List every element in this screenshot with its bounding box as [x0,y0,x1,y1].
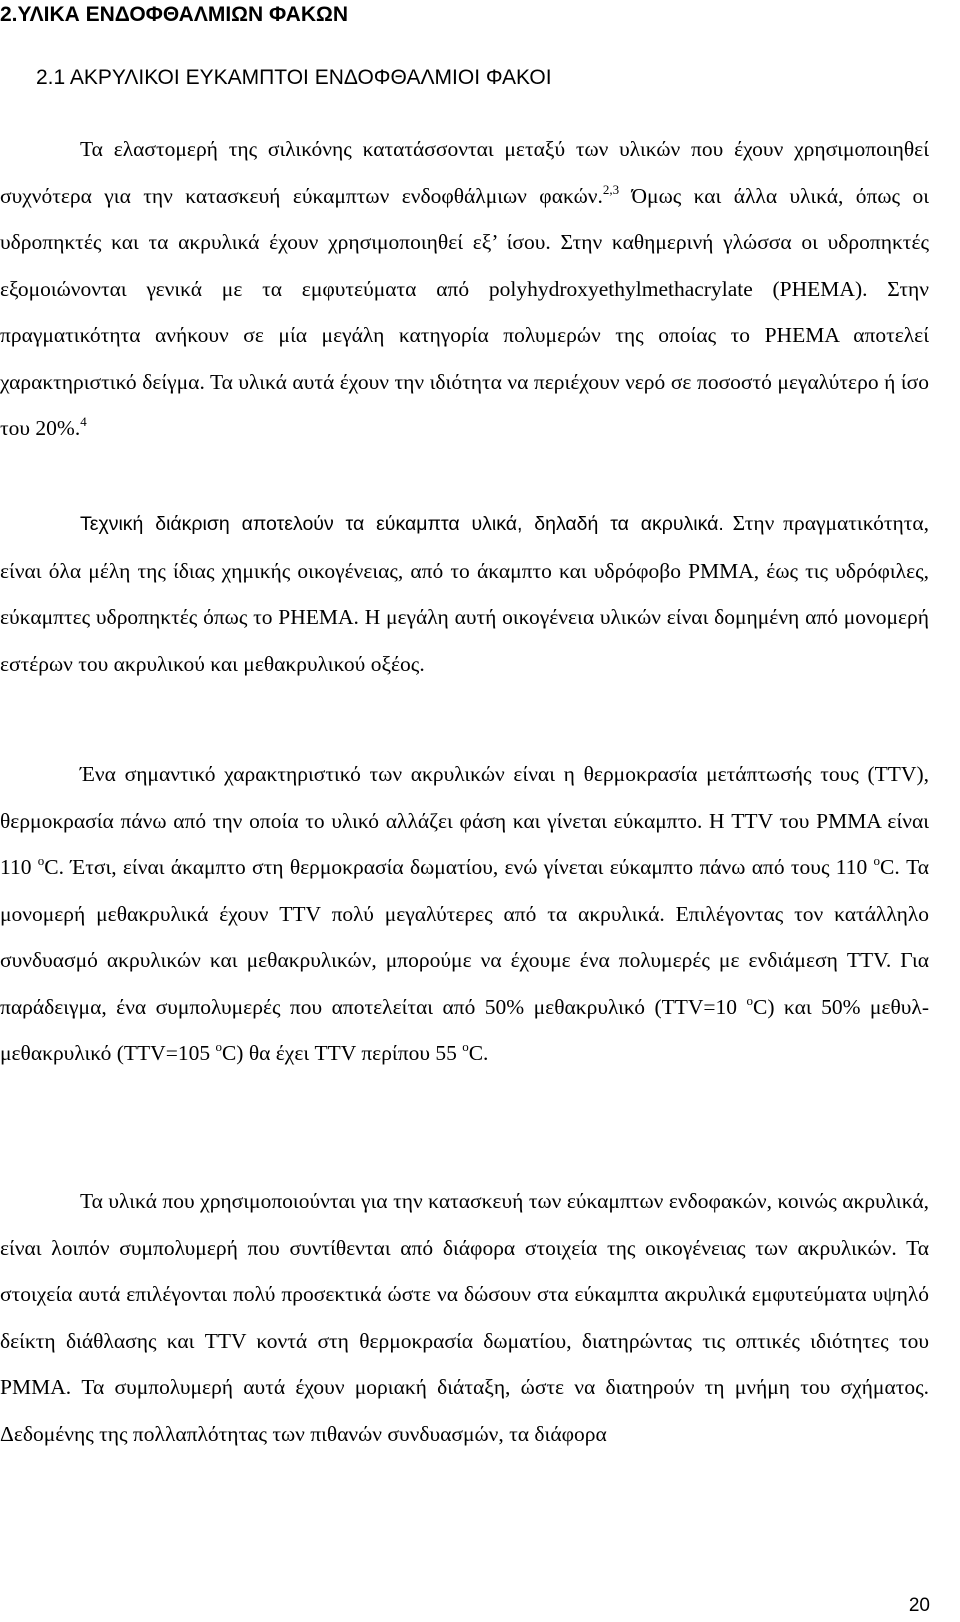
paragraph-1 [0,126,929,452]
chapter-heading: 2.ΥΛΙΚΑ ΕΝΔΟΦΘΑΛΜΙΩΝ ΦΑΚΩΝ [0,3,349,26]
degree-mark-5: o [462,1039,469,1054]
degree-mark-1: o [37,853,45,868]
degree-mark-3: o [746,992,753,1008]
paragraph-3-text-f: C. [468,1041,489,1065]
page-number: 20 [908,1595,930,1616]
paragraph-3-text-c: C. Τα μονομερή μεθακρυλικά έχουν TTV πολύ μεγαλύτερες από τα ακρυλικά. Επιλέγοντας τον κατάλληλο συνδυασμό ακρυλικών και μεθακρυλικών, μπορούμε να έχουμε ένα πολυμερές με ενδιάμεση TTV. Για παράδειγμα, ένα συμπολυμερές που αποτελείται από 50% μεθακρυλικό (TTV=10 [0,855,929,1019]
degree-mark-2: o [873,853,881,868]
paragraph-2-text-a: Τεχνική διάκριση αποτελούν τα εύκαμπτα υλικά, δηλαδή τα ακρυλικά. [80,513,724,535]
degree-mark-4: o [215,1039,222,1054]
paragraph-2-text-b: Στην πραγματικότητα, είναι όλα μέλη της ίδιας χημικής οικογένειας, από το άκαμπτο και υδρόφοβο PMMA, έως τις υδρόφιλες, εύκαμπτες υδροπηκτές όπως το PHEMA. Η μεγάλη αυτή οικογένεια υλικών είναι δομημένη από μονομερή εστέρων του ακρυλικού και μεθακρυλικού οξέος. [0,511,929,676]
paragraph-3-text-a: Ένα σημαντικό χαρακτηριστικό των ακρυλικών είναι η θερμοκρασία μετάπτωσής τους (TTV), θερμοκρασία πάνω από την οποία το υλικό αλλάζει φάση και γίνεται εύκαμπτο. Η TTV του PMMA είναι 110 [0,762,929,879]
paragraph-3-text-e: C) θα έχει TTV περίπου 55 [221,1041,463,1065]
paragraph-1-text-b: Όμως και άλλα υλικά, όπως οι υδροπηκτές και τα ακρυλικά έχουν χρησιμοποιηθεί εξ’ ίσου. Στην καθημερινή γλώσσα οι υδροπηκτές εξομοιώνονται γενικά με τα εμφυτεύματα από polyhydroxyethylmethacrylate (PHEMA). Στην πραγματικότητα ανήκουν σε μία μεγάλη κατηγορία πολυμερών της οποίας το PHEMA αποτελεί χαρακτηριστικό δείγμα. Τα υλικά αυτά έχουν την ιδιότητα να περιέχουν νερό σε ποσοστό μεγαλύτερο ή ίσο του 20%. [0,183,929,440]
citation-2-3: 2,3 [602,181,620,197]
paragraph-3-text-b: C. Έτσι, είναι άκαμπτο στη θερμοκρασία δωματίου, ενώ γίνεται εύκαμπτο πάνω από τους 110 [44,855,874,879]
paragraph-2 [0,500,929,687]
citation-4: 4 [80,414,87,429]
paragraph-3 [0,751,929,1077]
paragraph-4: Τα υλικά που χρησιμοποιούνται για την κατασκευή των εύκαμπτων ενδοφακών, κοινώς ακρυλικά, είναι λοιπόν συμπολυμερή που συντίθενται από διάφορα στοιχεία της οικογένειας των ακρυλικών. Τα στοιχεία αυτά επιλέγονται πολύ προσεκτικά ώστε να δώσουν στα εύκαμπτα ακρυλικά εμφυτεύματα υψηλό δείκτη διάθλασης και TTV κοντά στη θερμοκρασία δωματίου, διατηρώντας τις οπτικές ιδιότητες του PMMA. Τα συμπολυμερή αυτά έχουν μοριακή διάταξη, ώστε να διατηρούν τη μνήμη του σχήματος. Δεδομένης της πολλαπλότητας των πιθανών συνδυασμών, τα διάφορα [0,1189,929,1446]
paragraph-3-text-d: C) και 50% μεθυλ-μεθακρυλικό (TTV=105 [0,994,929,1065]
section-heading: 2.1 ΑΚΡΥΛΙΚΟΙ ΕΥΚΑΜΠΤΟΙ ΕΝΔΟΦΘΑΛΜΙΟΙ ΦΑΚΟΙ [36,66,552,89]
paragraph-1-text-a: Τα ελαστομερή της σιλικόνης κατατάσσονται μεταξύ των υλικών που έχουν χρησιμοποιηθεί συχνότερα για την κατασκευή εύκαμπτων ενδοφθάλμιων φακών. [0,137,929,208]
